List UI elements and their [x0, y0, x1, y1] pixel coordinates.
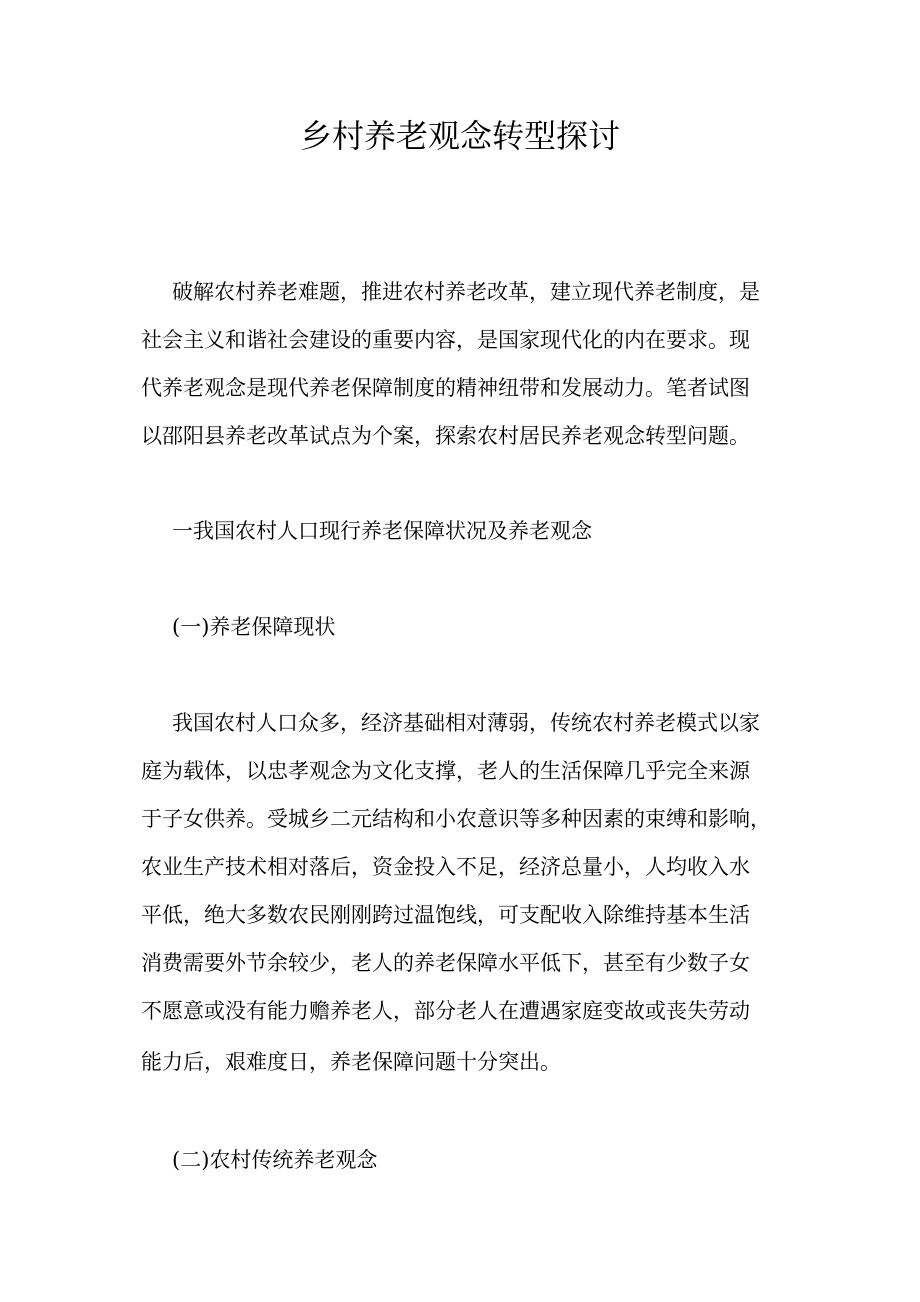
- subheading-2: [141, 1136, 781, 1184]
- paragraph-line: 农业生产技术相对落后，资金投入不足，经济总量小，人均收入水: [141, 855, 750, 879]
- paragraph-intro: [141, 268, 781, 460]
- paragraph-line: 消费需要外节余较少，老人的养老保障水平低下，甚至有少数子女: [141, 951, 750, 975]
- paragraph-line: 于子女供养。受城乡二元结构和小农意识等多种因素的束缚和影响，: [141, 807, 771, 831]
- paragraph-line: 社会主义和谐社会建设的重要内容，是国家现代化的内在要求。现: [141, 328, 750, 352]
- paragraph-line: 我国农村人口众多，经济基础相对薄弱，传统农村养老模式以家: [172, 711, 760, 735]
- paragraph-line: 破解农村养老难题，推进农村养老改革，建立现代养老制度，是: [172, 280, 760, 304]
- paragraph-line: 庭为载体，以忠孝观念为文化支撑，老人的生活保障几乎完全来源: [141, 759, 750, 783]
- paragraph-line: 以邵阳县养老改革试点为个案，探索农村居民养老观念转型问题。: [141, 424, 750, 448]
- document-title: 乡村养老观念转型探讨: [299, 117, 620, 155]
- paragraph-line: 不愿意或没有能力赡养老人，部分老人在遭遇家庭变故或丧失劳动: [141, 999, 750, 1023]
- subheading-text: (一)养老保障现状: [172, 615, 336, 639]
- section-heading-1: [141, 507, 781, 555]
- paragraph-status: [141, 699, 781, 1086]
- subheading-1: [141, 603, 781, 651]
- paragraph-line: 能力后，艰难度日，养老保障问题十分突出。: [141, 1050, 561, 1074]
- paragraph-line: 平低，绝大多数农民刚刚跨过温饱线，可支配收入除维持基本生活: [141, 903, 750, 927]
- subheading-text: (二)农村传统养老观念: [172, 1148, 378, 1172]
- heading-text: 一我国农村人口现行养老保障状况及养老观念: [172, 519, 592, 543]
- paragraph-line: 代养老观念是现代养老保障制度的精神纽带和发展动力。笔者试图: [141, 376, 750, 400]
